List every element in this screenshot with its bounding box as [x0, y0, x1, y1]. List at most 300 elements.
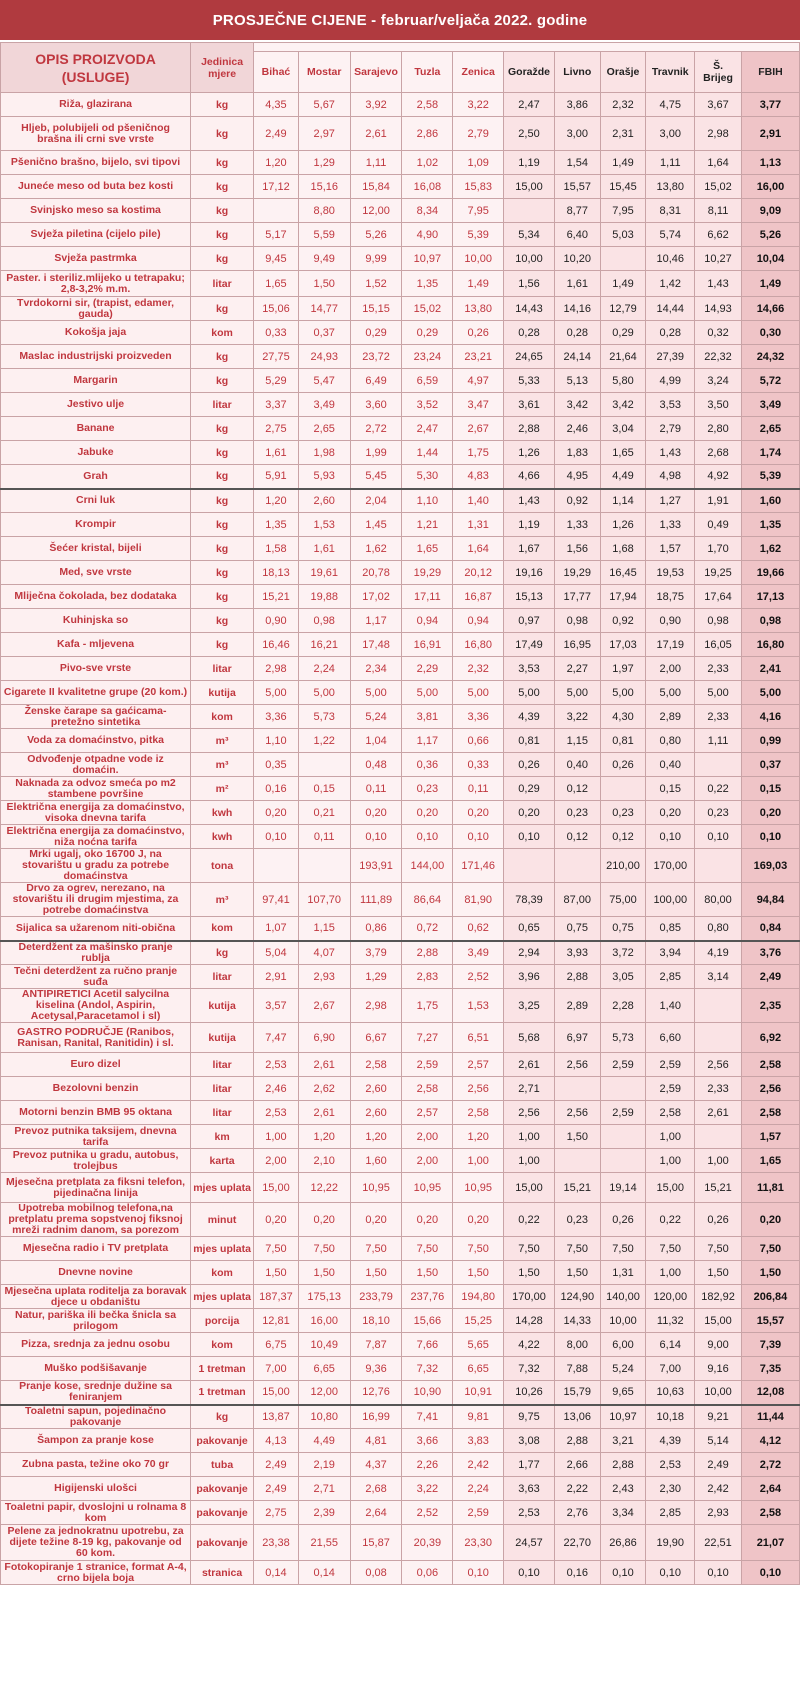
price-cell: 19,16: [504, 561, 555, 585]
unit-cell: litar: [191, 393, 254, 417]
price-cell: 5,00: [402, 681, 453, 705]
price-cell: [554, 1077, 600, 1101]
price-cell: 17,11: [402, 585, 453, 609]
price-cell: 6,59: [402, 369, 453, 393]
price-cell: 14,44: [646, 297, 695, 321]
price-cell: 0,15: [298, 777, 350, 801]
price-cell: [695, 1125, 742, 1149]
price-cell: 2,00: [254, 1149, 299, 1173]
price-cell: 0,20: [402, 1203, 453, 1237]
product-name: Riža, glazirana: [1, 93, 191, 117]
header-city: Orašje: [600, 52, 646, 93]
price-cell: 0,10: [695, 1561, 742, 1585]
price-cell: 1,83: [554, 441, 600, 465]
price-cell: 1,98: [298, 441, 350, 465]
table-row: [1, 917, 800, 941]
price-cell: 20,78: [350, 561, 402, 585]
price-cell: 9,81: [453, 1405, 504, 1429]
price-cell: 3,50: [695, 393, 742, 417]
price-cell: 3,37: [254, 393, 299, 417]
table-row: [1, 633, 800, 657]
price-cell: 15,13: [504, 585, 555, 609]
unit-cell: kg: [191, 561, 254, 585]
price-cell: 2,33: [695, 705, 742, 729]
price-cell: 0,12: [554, 825, 600, 849]
price-cell: 3,96: [504, 965, 555, 989]
price-cell: 5,73: [298, 705, 350, 729]
unit-cell: litar: [191, 1053, 254, 1077]
header-city: FBIH: [741, 52, 799, 93]
price-cell: 2,10: [298, 1149, 350, 1173]
product-name: ANTIPIRETICI Acetil salycilna kiselina (Andol, Aspirin, Acetysal,Paracetamol i sl): [1, 989, 191, 1023]
price-cell: 1,19: [504, 151, 555, 175]
table-row: [1, 151, 800, 175]
price-cell: 0,26: [600, 1203, 646, 1237]
price-cell: 0,90: [646, 609, 695, 633]
product-name: Banane: [1, 417, 191, 441]
fbih-price-cell: 0,99: [741, 729, 799, 753]
product-name: Tečni deterdžent za ručno pranje suđa: [1, 965, 191, 989]
price-cell: 3,61: [504, 393, 555, 417]
price-cell: 4,75: [646, 93, 695, 117]
price-cell: 15,21: [695, 1173, 742, 1203]
price-cell: 0,62: [453, 917, 504, 941]
price-cell: 0,10: [504, 1561, 555, 1585]
price-cell: 2,98: [350, 989, 402, 1023]
price-cell: [600, 777, 646, 801]
price-cell: 86,64: [402, 883, 453, 917]
table-row: [1, 705, 800, 729]
price-cell: 4,99: [646, 369, 695, 393]
product-name: Upotreba mobilnog telefona,na pretplatu prema sopstvenoj fiksnoj mreži radnim danom, sa porezom: [1, 1203, 191, 1237]
unit-cell: litar: [191, 1101, 254, 1125]
table-row: [1, 1285, 800, 1309]
price-cell: 10,63: [646, 1381, 695, 1405]
unit-cell: kg: [191, 223, 254, 247]
unit-cell: m³: [191, 753, 254, 777]
price-cell: 1,31: [600, 1261, 646, 1285]
price-cell: 2,62: [298, 1077, 350, 1101]
table-row: [1, 681, 800, 705]
price-cell: 2,59: [402, 1053, 453, 1077]
product-name: Električna energija za domaćinstvo, visoka dnevna tarifa: [1, 801, 191, 825]
table-row: [1, 1023, 800, 1053]
product-name: Sijalica sa užarenom niti-obična: [1, 917, 191, 941]
table-row: [1, 1101, 800, 1125]
fbih-price-cell: 206,84: [741, 1285, 799, 1309]
price-cell: 19,90: [646, 1525, 695, 1561]
product-name: Pšenično brašno, bijelo, svi tipovi: [1, 151, 191, 175]
product-name: Jabuke: [1, 441, 191, 465]
table-row: [1, 1357, 800, 1381]
price-cell: [695, 753, 742, 777]
product-name: Med, sve vrste: [1, 561, 191, 585]
price-cell: 1,14: [600, 489, 646, 513]
product-name: Maslac industrijski proizveden: [1, 345, 191, 369]
price-cell: 10,91: [453, 1381, 504, 1405]
price-cell: 107,70: [298, 883, 350, 917]
price-cell: 2,86: [402, 117, 453, 151]
product-name: Prevoz putnika u gradu, autobus, trolejbus: [1, 1149, 191, 1173]
price-cell: 0,10: [453, 1561, 504, 1585]
price-cell: 4,39: [646, 1429, 695, 1453]
price-cell: 2,26: [402, 1453, 453, 1477]
price-cell: 12,81: [254, 1309, 299, 1333]
fbih-price-cell: 1,50: [741, 1261, 799, 1285]
table-row: [1, 1501, 800, 1525]
price-cell: 17,49: [504, 633, 555, 657]
price-cell: 1,52: [350, 271, 402, 297]
price-cell: 0,16: [254, 777, 299, 801]
price-cell: 2,43: [600, 1477, 646, 1501]
unit-cell: mjes uplata: [191, 1237, 254, 1261]
price-cell: 4,22: [504, 1333, 555, 1357]
table-row: [1, 777, 800, 801]
price-cell: 27,75: [254, 345, 299, 369]
fbih-price-cell: 11,44: [741, 1405, 799, 1429]
price-cell: 17,02: [350, 585, 402, 609]
price-cell: 23,72: [350, 345, 402, 369]
price-cell: 1,65: [402, 537, 453, 561]
product-name: GASTRO PODRUČJE (Ranibos, Ranisan, Ranital, Ranitidin) i sl.: [1, 1023, 191, 1053]
fbih-price-cell: 7,35: [741, 1357, 799, 1381]
fbih-price-cell: 1,62: [741, 537, 799, 561]
unit-cell: kg: [191, 175, 254, 199]
price-cell: 2,32: [453, 657, 504, 681]
price-cell: 15,00: [254, 1173, 299, 1203]
price-cell: 1,50: [298, 1261, 350, 1285]
price-cell: 15,15: [350, 297, 402, 321]
price-cell: 0,11: [453, 777, 504, 801]
price-cell: 1,43: [504, 489, 555, 513]
price-cell: 10,95: [402, 1173, 453, 1203]
price-cell: 4,81: [350, 1429, 402, 1453]
price-cell: 0,23: [554, 1203, 600, 1237]
price-cell: 15,06: [254, 297, 299, 321]
price-cell: 13,87: [254, 1405, 299, 1429]
price-cell: 1,40: [646, 989, 695, 1023]
table-row: [1, 1237, 800, 1261]
price-cell: 7,95: [600, 199, 646, 223]
price-cell: 4,90: [402, 223, 453, 247]
price-cell: 2,98: [254, 657, 299, 681]
price-cell: 193,91: [350, 849, 402, 883]
price-cell: 2,61: [350, 117, 402, 151]
price-cell: 170,00: [646, 849, 695, 883]
price-cell: 0,75: [554, 917, 600, 941]
price-cell: 21,64: [600, 345, 646, 369]
price-cell: 140,00: [600, 1285, 646, 1309]
price-cell: 2,76: [554, 1501, 600, 1525]
unit-cell: kwh: [191, 801, 254, 825]
price-cell: 3,52: [402, 393, 453, 417]
price-cell: 22,32: [695, 345, 742, 369]
price-cell: 1,20: [350, 1125, 402, 1149]
price-cell: 24,14: [554, 345, 600, 369]
unit-cell: tona: [191, 849, 254, 883]
price-cell: 0,22: [695, 777, 742, 801]
price-cell: 2,57: [453, 1053, 504, 1077]
table-row: [1, 1053, 800, 1077]
price-cell: 2,61: [298, 1053, 350, 1077]
fbih-price-cell: 1,74: [741, 441, 799, 465]
price-cell: 2,53: [254, 1053, 299, 1077]
price-cell: 1,97: [600, 657, 646, 681]
price-cell: 5,74: [646, 223, 695, 247]
price-cell: 2,47: [504, 93, 555, 117]
price-cell: 14,33: [554, 1309, 600, 1333]
price-cell: 1,20: [453, 1125, 504, 1149]
fbih-price-cell: 3,77: [741, 93, 799, 117]
price-cell: 3,86: [554, 93, 600, 117]
price-cell: 6,97: [554, 1023, 600, 1053]
price-cell: 7,50: [646, 1237, 695, 1261]
price-cell: 5,00: [453, 681, 504, 705]
product-name: Kuhinjska so: [1, 609, 191, 633]
price-cell: 111,89: [350, 883, 402, 917]
price-cell: 194,80: [453, 1285, 504, 1309]
price-cell: 2,42: [695, 1477, 742, 1501]
table-row: [1, 1525, 800, 1561]
price-cell: 0,23: [695, 801, 742, 825]
price-cell: 15,87: [350, 1525, 402, 1561]
table-row: [1, 585, 800, 609]
price-cell: 2,46: [254, 1077, 299, 1101]
price-table: [0, 42, 800, 1585]
price-cell: 3,00: [554, 117, 600, 151]
fbih-price-cell: 0,20: [741, 1203, 799, 1237]
price-cell: 8,11: [695, 199, 742, 223]
fbih-price-cell: 24,32: [741, 345, 799, 369]
price-cell: 8,80: [298, 199, 350, 223]
price-cell: 13,80: [646, 175, 695, 199]
price-cell: 15,00: [504, 175, 555, 199]
price-cell: 1,53: [453, 989, 504, 1023]
price-cell: 2,67: [298, 989, 350, 1023]
price-cell: 1,40: [453, 489, 504, 513]
fbih-price-cell: 1,13: [741, 151, 799, 175]
price-cell: 1,10: [254, 729, 299, 753]
price-cell: 4,95: [554, 465, 600, 489]
price-cell: 10,95: [453, 1173, 504, 1203]
price-cell: 0,08: [350, 1561, 402, 1585]
price-cell: 0,40: [554, 753, 600, 777]
price-cell: 4,49: [298, 1429, 350, 1453]
price-cell: 19,25: [695, 561, 742, 585]
fbih-price-cell: 19,66: [741, 561, 799, 585]
price-cell: 19,29: [554, 561, 600, 585]
price-cell: 1,29: [350, 965, 402, 989]
price-cell: 2,22: [554, 1477, 600, 1501]
table-row: [1, 1077, 800, 1101]
fbih-price-cell: 14,66: [741, 297, 799, 321]
price-cell: 2,19: [298, 1453, 350, 1477]
price-cell: 9,36: [350, 1357, 402, 1381]
unit-cell: 1 tretman: [191, 1381, 254, 1405]
price-cell: 15,79: [554, 1381, 600, 1405]
price-cell: 2,56: [554, 1053, 600, 1077]
table-row: [1, 441, 800, 465]
price-cell: 2,56: [695, 1053, 742, 1077]
price-cell: 144,00: [402, 849, 453, 883]
price-cell: 2,98: [695, 117, 742, 151]
price-cell: 2,58: [350, 1053, 402, 1077]
unit-cell: kg: [191, 297, 254, 321]
table-row: [1, 729, 800, 753]
price-cell: 15,00: [646, 1173, 695, 1203]
price-cell: 2,49: [254, 1453, 299, 1477]
price-cell: 1,75: [402, 989, 453, 1023]
price-cell: 1,49: [453, 271, 504, 297]
price-cell: 15,00: [504, 1173, 555, 1203]
fbih-price-cell: 16,80: [741, 633, 799, 657]
price-cell: 5,73: [600, 1023, 646, 1053]
price-cell: 1,42: [646, 271, 695, 297]
header-city: Zenica: [453, 52, 504, 93]
price-cell: 9,00: [695, 1333, 742, 1357]
price-cell: 1,58: [254, 537, 299, 561]
price-cell: 3,00: [646, 117, 695, 151]
price-cell: 1,27: [646, 489, 695, 513]
price-cell: 12,79: [600, 297, 646, 321]
price-cell: 175,13: [298, 1285, 350, 1309]
price-cell: 2,52: [402, 1501, 453, 1525]
price-cell: 8,31: [646, 199, 695, 223]
price-cell: 2,49: [254, 117, 299, 151]
price-cell: 1,33: [646, 513, 695, 537]
price-cell: 1,64: [453, 537, 504, 561]
product-name: Deterdžent za mašinsko pranje rublja: [1, 941, 191, 965]
price-cell: 1,11: [695, 729, 742, 753]
price-cell: 9,21: [695, 1405, 742, 1429]
price-cell: 1,20: [298, 1125, 350, 1149]
price-cell: 22,51: [695, 1525, 742, 1561]
fbih-price-cell: 6,92: [741, 1023, 799, 1053]
unit-cell: kutija: [191, 989, 254, 1023]
product-name: Hljeb, polubijeli od pšeničnog brašna ili crni sve vrste: [1, 117, 191, 151]
header-city: Bihać: [254, 52, 299, 93]
unit-cell: kutija: [191, 681, 254, 705]
price-cell: 3,79: [350, 941, 402, 965]
price-cell: 23,24: [402, 345, 453, 369]
price-cell: 15,21: [554, 1173, 600, 1203]
price-cell: 2,33: [695, 657, 742, 681]
fbih-price-cell: 2,72: [741, 1453, 799, 1477]
price-cell: 24,65: [504, 345, 555, 369]
price-cell: 0,10: [646, 825, 695, 849]
price-cell: 17,64: [695, 585, 742, 609]
table-row: [1, 1381, 800, 1405]
price-cell: 15,02: [402, 297, 453, 321]
price-cell: 2,61: [695, 1101, 742, 1125]
price-cell: 5,24: [600, 1357, 646, 1381]
price-cell: 6,62: [695, 223, 742, 247]
price-cell: 1,35: [402, 271, 453, 297]
price-cell: 80,00: [695, 883, 742, 917]
unit-cell: kg: [191, 199, 254, 223]
price-cell: 23,21: [453, 345, 504, 369]
unit-cell: mjes uplata: [191, 1173, 254, 1203]
price-cell: 10,00: [695, 1381, 742, 1405]
table-row: [1, 223, 800, 247]
product-name: Paster. i steriliz.mlijeko u tetrapaku; 2,8-3,2% m.m.: [1, 271, 191, 297]
price-cell: 3,53: [504, 657, 555, 681]
unit-cell: pakovanje: [191, 1501, 254, 1525]
price-cell: 8,34: [402, 199, 453, 223]
product-name: Muško podšišavanje: [1, 1357, 191, 1381]
product-name: Pelene za jednokratnu upotrebu, za dijete težine 8-19 kg, pakovanje od 60 kom.: [1, 1525, 191, 1561]
table-row: [1, 609, 800, 633]
price-cell: [695, 1023, 742, 1053]
price-cell: 1,68: [600, 537, 646, 561]
price-cell: 0,20: [350, 1203, 402, 1237]
fbih-price-cell: 0,84: [741, 917, 799, 941]
price-cell: 1,00: [453, 1149, 504, 1173]
price-cell: [554, 849, 600, 883]
price-cell: 2,60: [350, 1077, 402, 1101]
price-cell: 237,76: [402, 1285, 453, 1309]
price-cell: 3,05: [600, 965, 646, 989]
price-cell: 5,39: [453, 223, 504, 247]
price-cell: 0,10: [402, 825, 453, 849]
price-cell: 1,17: [402, 729, 453, 753]
unit-cell: litar: [191, 657, 254, 681]
price-cell: 2,59: [600, 1053, 646, 1077]
price-cell: 7,41: [402, 1405, 453, 1429]
unit-cell: porcija: [191, 1309, 254, 1333]
price-cell: 20,39: [402, 1525, 453, 1561]
price-cell: 0,22: [646, 1203, 695, 1237]
price-cell: 2,88: [504, 417, 555, 441]
price-cell: 2,58: [453, 1101, 504, 1125]
price-cell: 2,93: [298, 965, 350, 989]
header-city: Sarajevo: [350, 52, 402, 93]
unit-cell: kg: [191, 1405, 254, 1429]
product-name: Natur, pariška ili bečka šnicla sa prilogom: [1, 1309, 191, 1333]
price-cell: 1,21: [402, 513, 453, 537]
price-cell: 4,92: [695, 465, 742, 489]
price-cell: 2,04: [350, 489, 402, 513]
price-cell: 5,34: [504, 223, 555, 247]
price-cell: 1,43: [695, 271, 742, 297]
unit-cell: pakovanje: [191, 1525, 254, 1561]
price-cell: 1,07: [254, 917, 299, 941]
fbih-price-cell: 2,58: [741, 1101, 799, 1125]
price-cell: 10,97: [402, 247, 453, 271]
price-cell: 3,22: [453, 93, 504, 117]
price-cell: 4,35: [254, 93, 299, 117]
table-row: [1, 965, 800, 989]
fbih-price-cell: 2,56: [741, 1077, 799, 1101]
table-row: [1, 93, 800, 117]
unit-cell: kom: [191, 1261, 254, 1285]
price-cell: 3,47: [453, 393, 504, 417]
price-cell: 1,04: [350, 729, 402, 753]
price-cell: 2,34: [350, 657, 402, 681]
fbih-price-cell: 17,13: [741, 585, 799, 609]
price-cell: 1,50: [453, 1261, 504, 1285]
price-cell: 2,94: [504, 941, 555, 965]
price-cell: 0,12: [600, 825, 646, 849]
price-cell: 2,97: [298, 117, 350, 151]
price-cell: 2,49: [695, 1453, 742, 1477]
price-cell: 5,29: [254, 369, 299, 393]
price-cell: 0,97: [504, 609, 555, 633]
price-cell: 2,53: [254, 1101, 299, 1125]
fbih-price-cell: 0,20: [741, 801, 799, 825]
fbih-price-cell: 4,12: [741, 1429, 799, 1453]
price-cell: 5,00: [504, 681, 555, 705]
